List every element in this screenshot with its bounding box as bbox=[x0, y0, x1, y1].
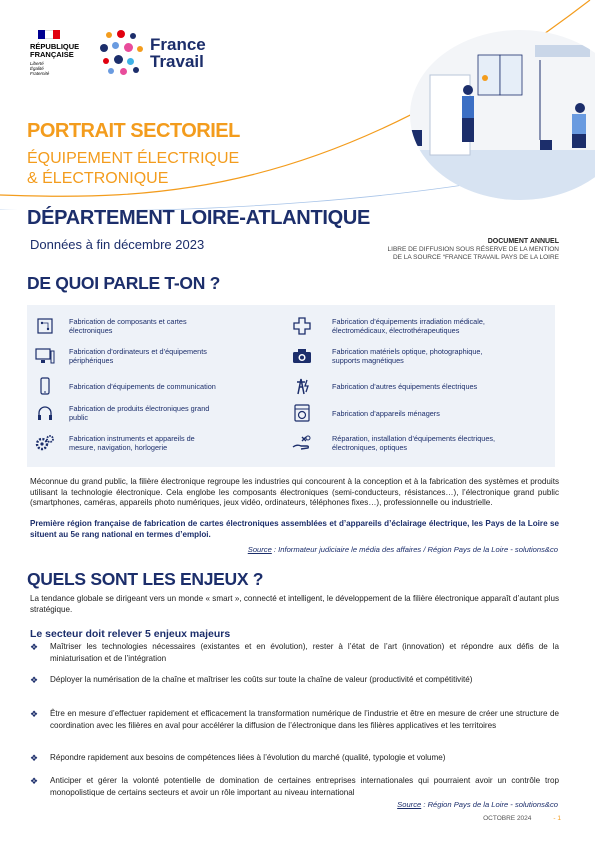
section-heading-stakes: QUELS SONT LES ENJEUX ? bbox=[27, 569, 264, 589]
stakes-subheading: Le secteur doit relever 5 enjeux majeurs bbox=[30, 628, 231, 640]
diamond-bullet-icon: ❖ bbox=[30, 753, 39, 763]
france-travail-line-2: Travail bbox=[150, 52, 204, 71]
sector-item bbox=[33, 345, 207, 367]
stake-text-3: Être en mesure d’effectuer rapidement et efficacement la transformation numérique de l’industrie et être en mesure de créer une structure de coordination avec les filières en aval pour accélérer la diffusion de l’électronique dans les filières applicatives et les territoires bbox=[50, 709, 559, 730]
stake-item bbox=[30, 752, 559, 764]
gears-icon bbox=[33, 432, 57, 454]
stake-text-1: Maîtriser les technologies nécessaires (existantes et en évolution), rester à l’état de l’art (innovation) et répondre aux défis de la miniaturisation et de l’intégration bbox=[50, 642, 559, 663]
sector-item bbox=[33, 375, 216, 397]
page-number: - 1 bbox=[553, 815, 561, 822]
rf-motto-1: Liberté bbox=[30, 61, 44, 66]
sector-label-9: Fabrication d’appareils ménagers bbox=[332, 408, 440, 418]
sector-label-5b: mesure, navigation, horlogerie bbox=[69, 443, 168, 452]
sector-label-8: Fabrication d’autres équipements électriques bbox=[332, 381, 478, 391]
sector-item bbox=[33, 315, 187, 337]
medical-cross-icon bbox=[290, 315, 314, 337]
footer-date: OCTOBRE 2024 bbox=[483, 815, 532, 822]
sector-label-1a: Fabrication de composants et cartes bbox=[69, 317, 187, 326]
subtitle-line-1: ÉQUIPEMENT ÉLECTRIQUE bbox=[27, 150, 240, 167]
rf-line-2: FRANÇAISE bbox=[30, 50, 74, 59]
circuit-board-icon bbox=[33, 315, 57, 337]
sector-label-4b: public bbox=[69, 413, 89, 422]
sector-label-7a: Fabrication matériels optique, photographique, bbox=[332, 347, 483, 356]
electric-tower-icon bbox=[290, 375, 314, 397]
mobile-phone-icon bbox=[33, 375, 57, 397]
stake-item bbox=[30, 775, 559, 798]
sector-item bbox=[33, 402, 209, 424]
data-date: Données à fin décembre 2023 bbox=[30, 237, 205, 252]
sector-label-10a: Réparation, installation d’équipements électriques, bbox=[332, 434, 496, 443]
source-label-2: Source bbox=[397, 800, 422, 809]
document-line-2: DE LA SOURCE “FRANCE TRAVAIL PAYS DE LA LOIRE bbox=[392, 254, 559, 261]
stake-text-4: Répondre rapidement aux besoins de compétences liées à l’évolution du marché (qualité, typologie et volume) bbox=[50, 753, 446, 762]
footer bbox=[483, 815, 561, 822]
source-line-2 bbox=[397, 800, 558, 809]
sectors-box bbox=[27, 305, 555, 467]
rf-motto-2: Égalité bbox=[30, 66, 44, 71]
repair-hand-icon bbox=[290, 432, 314, 454]
intro-paragraph: Méconnue du grand public, la filière électronique regroupe les industries qui concourent à la conception et à la fabrication des systèmes et produits utilisant la technologie électronique. Cela englobe les composants électroniques (semi-conducteurs, résistances…), l’électronique grand public (smartphones, caméras, appareils photo numériques, jeux vidéo, ordinateurs, téléphones fixes…), professionnelle ou industrielle. bbox=[30, 477, 559, 507]
washing-machine-icon bbox=[290, 402, 314, 424]
sector-item bbox=[290, 345, 483, 367]
document-info bbox=[388, 238, 559, 262]
stake-item bbox=[30, 641, 559, 664]
sector-item bbox=[290, 432, 495, 454]
section-heading-what: DE QUOI PARLE T-ON ? bbox=[27, 273, 220, 293]
sector-label-4a: Fabrication de produits électroniques grand bbox=[69, 404, 210, 413]
diamond-bullet-icon: ❖ bbox=[30, 776, 39, 786]
sector-label-6a: Fabrication d’équipements irradiation médicale, bbox=[332, 317, 485, 326]
rf-motto-3: Fraternité bbox=[30, 71, 50, 76]
stake-item bbox=[30, 674, 559, 686]
sector-label-1b: électroniques bbox=[69, 326, 113, 335]
highlight-paragraph: Première région française de fabrication de cartes électroniques assemblées et d’appareils d’éclairage électrique, les Pays de la Loire se situent au 5e rang national en termes d’emploi. bbox=[30, 519, 559, 539]
sector-label-7b: supports magnétiques bbox=[332, 356, 404, 365]
workers-scene bbox=[400, 30, 595, 200]
source-line-1 bbox=[248, 545, 558, 554]
subtitle-line-2: & ÉLECTRONIQUE bbox=[27, 170, 169, 187]
page-subtitle bbox=[27, 149, 239, 189]
page-title: PORTRAIT SECTORIEL bbox=[27, 120, 240, 142]
sector-item bbox=[290, 402, 440, 424]
stakes-intro: La tendance globale se dirigeant vers un monde « smart », connecté et intelligent, le développement de la filière électronique apparaît d’autant plus stratégique. bbox=[30, 594, 559, 614]
stake-item bbox=[30, 708, 559, 731]
diamond-bullet-icon: ❖ bbox=[30, 709, 39, 719]
sector-label-2a: Fabrication d’ordinateurs et d’équipements bbox=[69, 347, 207, 356]
document-label: DOCUMENT ANNUEL bbox=[487, 238, 559, 245]
sector-label-5a: Fabrication instruments et appareils de bbox=[69, 434, 195, 443]
diamond-bullet-icon: ❖ bbox=[30, 642, 39, 652]
stake-text-5: Anticiper et gérer la volonté potentielle de domination de certaines entreprises internationales qui pourraient avoir un contrôle trop monopolistique de certains secteurs et avoir un rôle important au niveau international bbox=[50, 776, 559, 797]
rf-line-1: RÉPUBLIQUE bbox=[30, 42, 80, 51]
stake-text-2: Déployer la numérisation de la chaîne et maîtriser les coûts sur toute la chaîne de valeur (productivité et compétitivité) bbox=[50, 675, 473, 684]
computer-icon bbox=[33, 345, 57, 367]
sector-label-10b: électroniques, optiques bbox=[332, 443, 408, 452]
department-title: DÉPARTEMENT LOIRE-ATLANTIQUE bbox=[27, 207, 371, 229]
headphones-icon bbox=[33, 402, 57, 424]
document-line-1: LIBRE DE DIFFUSION SOUS RÉSERVE DE LA MENTION bbox=[387, 246, 559, 253]
source-text-2: : Région Pays de la Loire - solutions&co bbox=[421, 800, 558, 809]
france-travail-line-1: France bbox=[150, 35, 206, 54]
sector-label-2b: périphériques bbox=[69, 356, 114, 365]
sector-label-3: Fabrication d’équipements de communication bbox=[69, 381, 216, 391]
camera-icon bbox=[290, 345, 314, 367]
sector-item bbox=[33, 432, 195, 454]
source-label: Source bbox=[247, 545, 272, 554]
diamond-bullet-icon: ❖ bbox=[30, 675, 39, 685]
sector-item bbox=[290, 315, 485, 337]
source-text: : Informateur judiciaire le média des affaires / Région Pays de la Loire - solutions&co bbox=[271, 545, 558, 554]
sector-label-6b: électromédicaux, électrothérapeutiques bbox=[332, 326, 460, 335]
sector-item bbox=[290, 375, 477, 397]
